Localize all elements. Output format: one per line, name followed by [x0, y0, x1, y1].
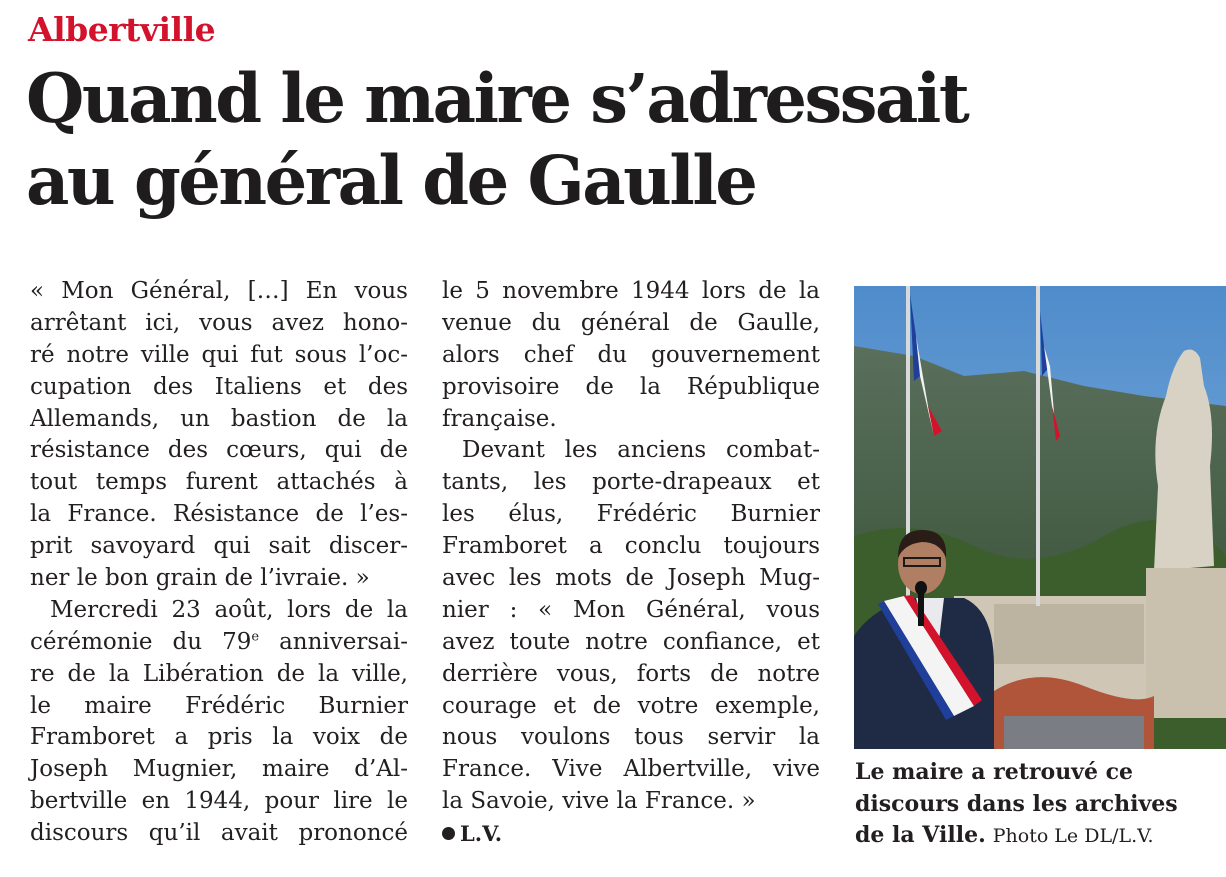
- statue-pedestal: [1146, 568, 1226, 718]
- text-line: prit savoyard qui sait discer-: [30, 533, 408, 560]
- article-photo: [854, 286, 1226, 749]
- text-line: « Mon Général, […] En vous: [30, 278, 408, 304]
- text-line: cupation des Italiens et des: [30, 373, 408, 400]
- memorial-plaque: [994, 604, 1144, 664]
- signature-text: L.V.: [460, 821, 503, 847]
- text-line: [30, 627, 408, 659]
- text-line: le 5 novembre 1944 lors de la: [442, 278, 820, 304]
- text-line: française.: [442, 405, 557, 432]
- text-line: France. Vive Albertville, vive: [442, 756, 820, 783]
- body-column-1: [30, 276, 408, 850]
- caption-line: discours dans les archives: [855, 790, 1178, 817]
- flagpole: [1036, 286, 1040, 606]
- text-line: les élus, Frédéric Burnier: [442, 501, 820, 528]
- text-line: Devant les anciens combat-: [462, 437, 820, 464]
- text-line: courage et de votre exemple,: [442, 692, 820, 719]
- text-line: re de la Libération de la ville,: [30, 660, 408, 687]
- text-line: ner le bon grain de l’ivraie. »: [30, 565, 370, 592]
- headline-line-2: au général de Gaulle: [26, 141, 756, 220]
- text-fragment: cérémonie du 79: [30, 628, 252, 655]
- section-kicker: Albertville: [28, 10, 216, 49]
- text-line: la Savoie, vive la France. »: [442, 788, 756, 815]
- text-line: Allemands, un bastion de la: [30, 405, 408, 432]
- photo-credit: Photo Le DL/L.V.: [992, 825, 1154, 847]
- text-line: nous voulons tous servir la: [442, 724, 820, 751]
- lectern: [1004, 716, 1144, 749]
- text-line: derrière vous, forts de notre: [442, 660, 820, 687]
- text-line: discours qu’il avait prononcé: [30, 820, 408, 847]
- text-line: le maire Frédéric Burnier: [30, 692, 408, 719]
- text-line: provisoire de la République: [442, 373, 820, 400]
- text-line: Joseph Mugnier, maire d’Al-: [30, 756, 408, 783]
- text-line: bertville en 1944, pour lire le: [30, 788, 408, 815]
- text-line: Framboret a pris la voix de: [30, 724, 408, 751]
- headline: [26, 58, 967, 222]
- text-line: avez toute notre confiance, et: [442, 628, 820, 655]
- text-line: ré notre ville qui fut sous l’oc-: [30, 341, 408, 368]
- caption-line: de la Ville. Photo Le DL/L.V.: [855, 822, 1154, 848]
- text-line: la France. Résistance de l’es-: [30, 501, 408, 528]
- photo-caption: [855, 757, 1223, 853]
- body-column-2: [442, 276, 820, 850]
- author-signature: [442, 818, 820, 850]
- text-line: alors chef du gouvernement: [442, 341, 820, 368]
- superscript: e: [251, 629, 260, 645]
- microphone-head: [915, 581, 927, 595]
- text-line: nier : « Mon Général, vous: [442, 596, 820, 623]
- bullet-icon: [442, 827, 455, 840]
- text-line: arrêtant ici, vous avez hono-: [30, 309, 408, 336]
- text-line: tants, les porte-drapeaux et: [442, 469, 820, 496]
- text-fragment: anniversai-: [259, 628, 409, 655]
- headline-line-1: Quand le maire s’adressait: [26, 59, 968, 138]
- text-line: avec les mots de Joseph Mug-: [442, 565, 820, 592]
- text-line: tout temps furent attachés à: [30, 469, 408, 496]
- text-line: venue du général de Gaulle,: [442, 309, 820, 336]
- text-line: Mercredi 23 août, lors de la: [50, 596, 408, 623]
- text-line: Framboret a conclu toujours: [442, 533, 820, 560]
- caption-line: Le maire a retrouvé ce: [855, 759, 1134, 785]
- text-line: résistance des cœurs, qui de: [30, 437, 408, 464]
